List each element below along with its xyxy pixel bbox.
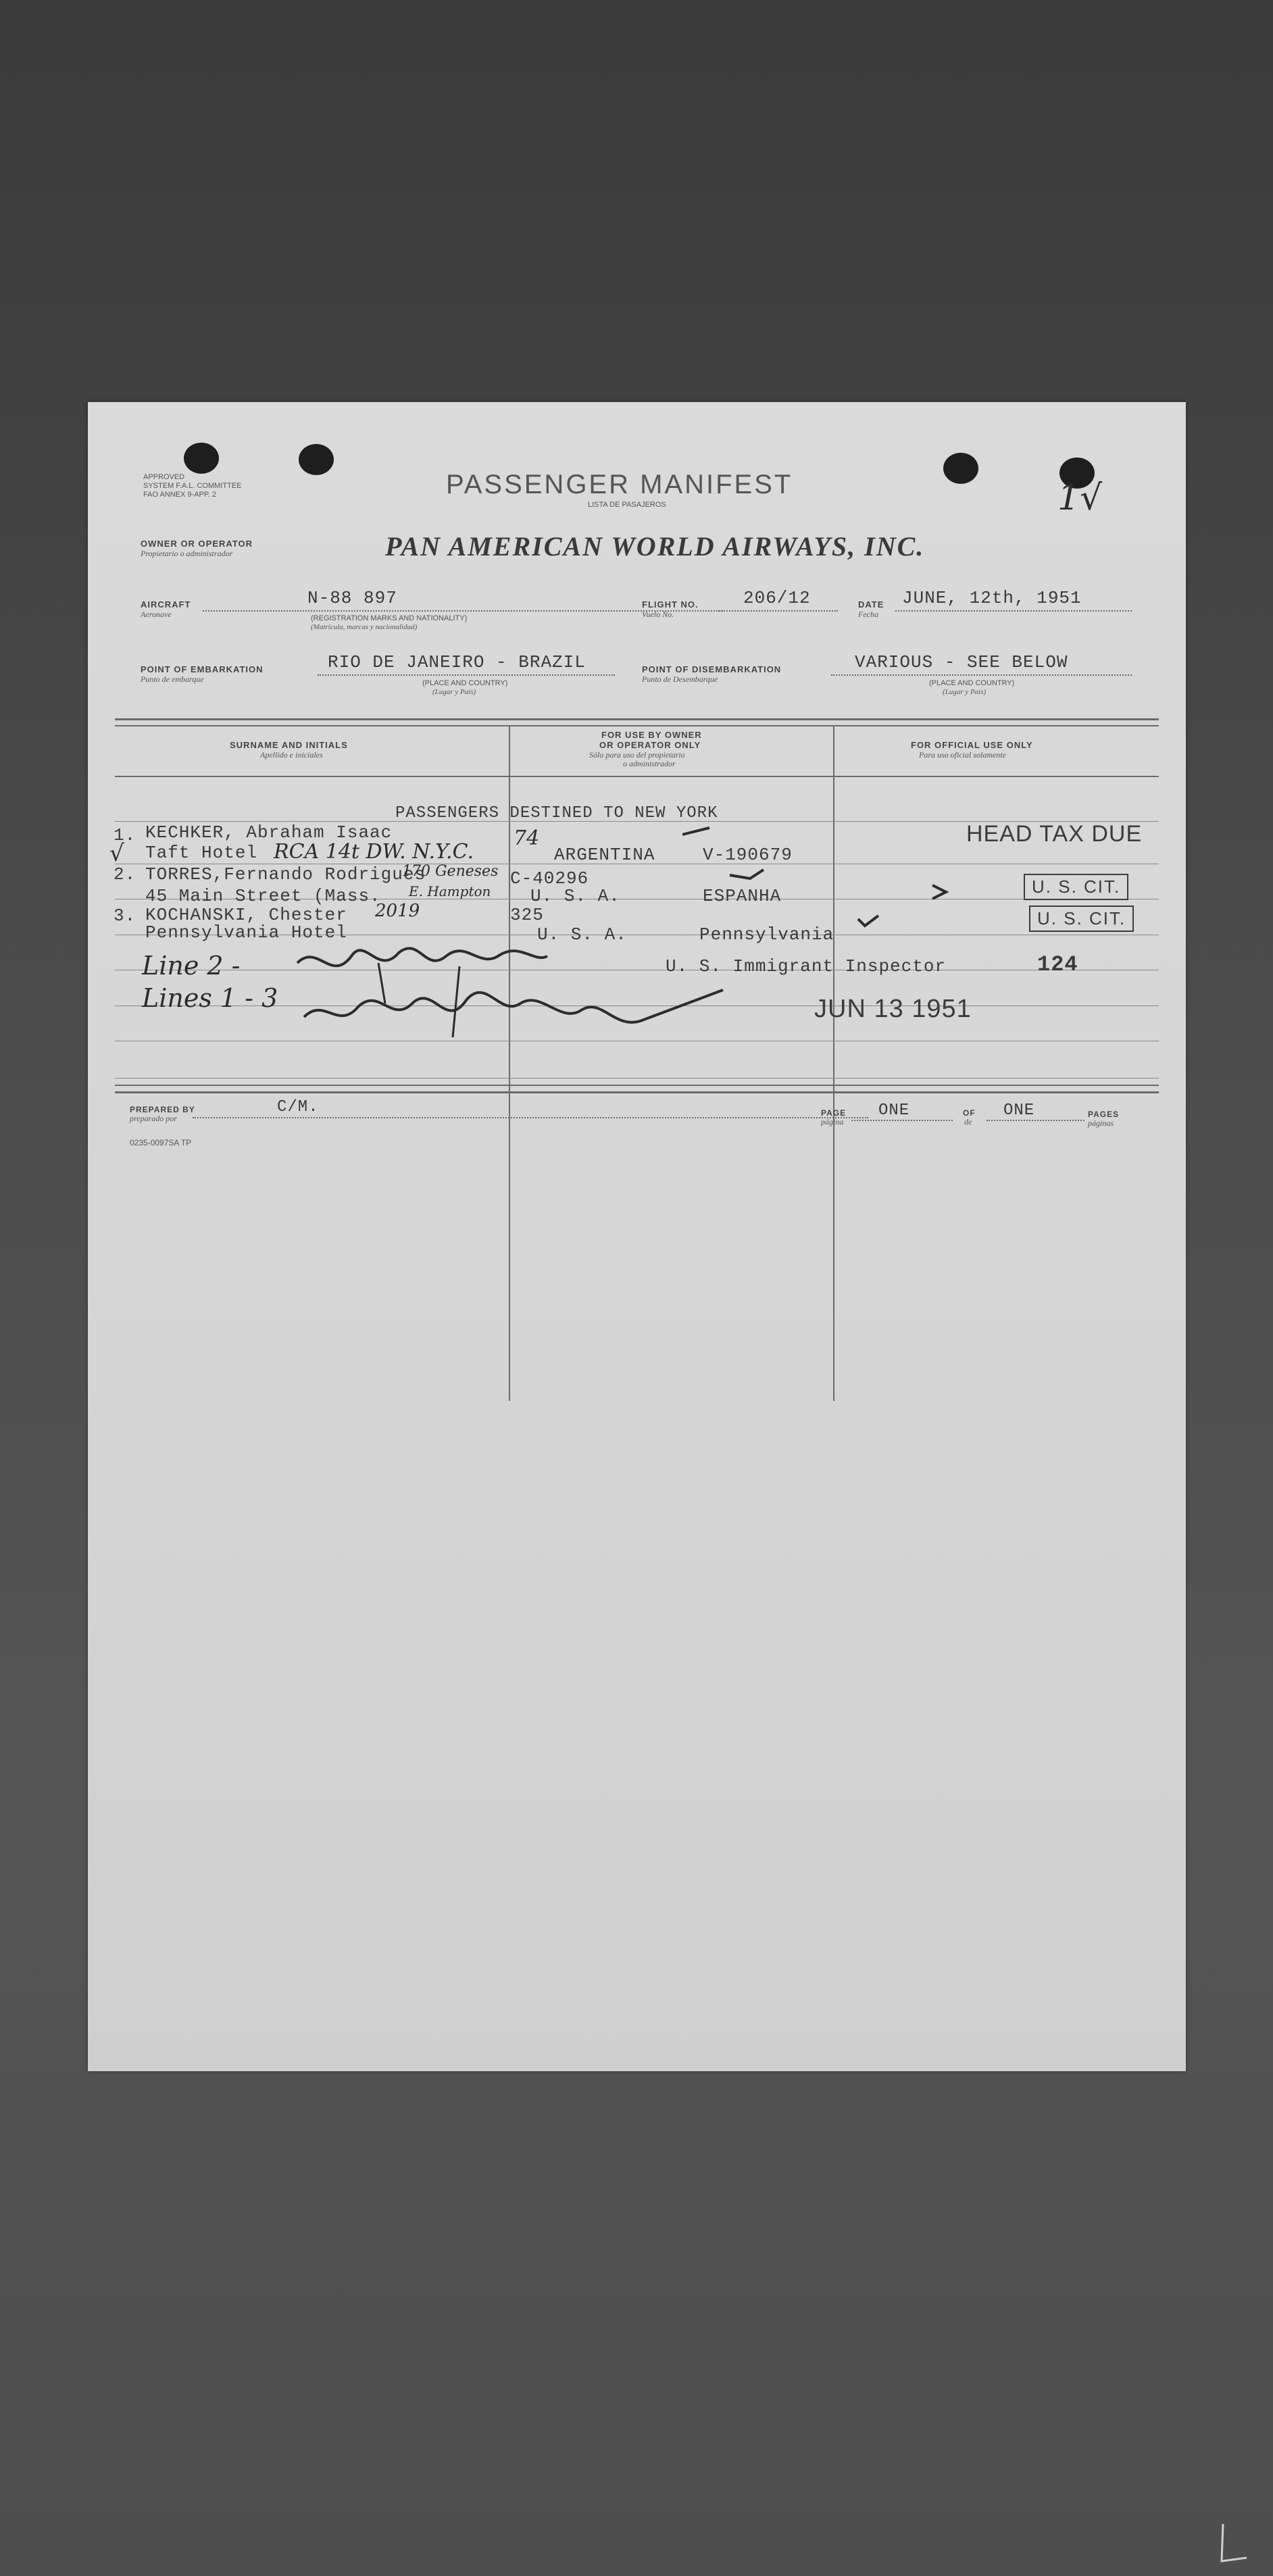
punch-hole [943,453,978,484]
approved-line: SYSTEM F.A.L. COMMITTEE [143,482,242,490]
date-label-sub: Fecha [858,610,878,619]
approved-line: APPROVED [143,473,185,481]
passenger-number: 2. [114,864,136,885]
col1-header: SURNAME AND INITIALS [230,740,348,750]
prepared-label-sub: preparado por [130,1114,177,1123]
col3-header-sub: Para uso oficial solamente [919,750,1006,760]
form-title-sub: LISTA DE PASAJEROS [588,501,666,509]
disembark-line [831,674,1132,676]
passenger-name: KOCHANSKI, Chester [145,905,347,925]
date-value: JUNE, 12th, 1951 [902,588,1082,608]
punch-hole [299,444,334,475]
passenger-citizenship: U. S. A. [530,886,620,906]
of-label: OF [963,1108,976,1118]
passenger-name: KECHKER, Abraham Isaac [145,822,393,843]
col1-header-sub: Apellido e iniciales [260,750,323,760]
passenger-name: TORRES,Fernando Rodrigues [145,864,426,885]
passenger-address: 45 Main Street (Mass. [145,886,381,906]
handwritten-note: Lines 1 - 3 [142,983,278,1013]
prepared-label: PREPARED BY [130,1105,195,1114]
page-value: ONE [878,1101,910,1120]
table-bottom-rule [115,1091,1159,1093]
disembark-note: (PLACE AND COUNTRY) [929,679,1015,687]
aircraft-label-sub: Aeronave [141,610,172,619]
check-mark: √ [109,840,124,867]
page-label-sub: página [821,1117,844,1126]
passenger-address: Taft Hotel [145,843,258,863]
aircraft-value: N-88 897 [307,588,397,608]
date-line [895,610,1132,612]
passenger-citizenship: U. S. A. [537,924,627,945]
inspector-title: U. S. Immigrant Inspector [666,956,947,976]
row-rule [115,776,1159,777]
us-cit-stamp: U. S. CIT. [1024,874,1128,900]
disembark-value: VARIOUS - SEE BELOW [855,652,1068,672]
punch-hole [184,443,219,474]
check-marks [682,821,993,936]
section-heading: PASSENGERS DESTINED TO NEW YORK [395,804,718,822]
embark-note: (PLACE AND COUNTRY) [422,679,508,687]
disembark-label-sub: Punto de Desembarque [642,674,718,684]
col3-header: FOR OFFICIAL USE ONLY [911,740,1033,750]
passenger-state: Pennsylvania [699,924,834,945]
flight-label: FLIGHT NO. [642,599,699,610]
flight-label-sub: Vuelo No. [642,610,674,619]
embark-label-sub: Punto de embarque [141,674,204,684]
table-bottom-rule [115,1085,1159,1086]
passenger-visa: V-190679 [703,845,793,865]
passenger-country: ESPANHA [703,886,782,906]
page-label: PAGE [821,1108,847,1118]
flight-line [716,610,838,612]
row-rule [115,1078,1159,1079]
col2-header-line: FOR USE BY OWNER [601,730,702,740]
table-top-rule [115,718,1159,720]
aircraft-note-sub: (Matrícula, marcas y nacionalidad) [311,623,418,631]
form-title: PASSENGER MANIFEST [446,470,793,499]
passenger-address-handwritten: RCA 14t DW. N.Y.C. [274,840,474,864]
handwritten-note: Line 2 - [142,951,241,981]
pages-label: PAGES [1088,1110,1120,1119]
passenger-nationality: ARGENTINA [554,845,655,865]
embark-value: RIO DE JANEIRO - BRAZIL [328,652,586,672]
corner-check-mark: 1√ [1057,478,1103,518]
date-stamp: JUN 13 1951 [814,995,972,1023]
pages-label-sub: páginas [1088,1118,1114,1128]
col2-header-line: OR OPERATOR ONLY [599,740,701,750]
disembark-note-sub: (Lugar y País) [943,688,987,696]
aircraft-label: AIRCRAFT [141,599,191,610]
passenger-name-handwritten: 170 Geneses [402,863,499,880]
head-tax-stamp: HEAD TAX DUE [966,821,1143,847]
inspector-signature [291,936,818,1058]
embark-line [318,674,615,676]
of-value: ONE [1003,1101,1035,1120]
aircraft-note: (REGISTRATION MARKS AND NATIONALITY) [311,614,468,622]
column-divider [509,725,510,1401]
us-cit-stamp: U. S. CIT. [1029,906,1134,932]
corner-mark [1216,2521,1257,2568]
page-line [851,1120,953,1121]
approved-line: FAO ANNEX 9-APP. 2 [143,491,217,499]
of-line [987,1120,1084,1121]
date-label: DATE [858,599,884,610]
passenger-document: 325 [510,905,544,925]
inspector-number: 124 [1037,952,1078,977]
manifest-page [88,402,1186,2071]
owner-value: PAN AMERICAN WORLD AIRWAYS, INC. [385,531,925,562]
disembark-label: POINT OF DISEMBARKATION [642,664,782,674]
passenger-number: 3. [114,906,136,926]
form-number: 0235-0097SA TP [130,1138,192,1147]
col2-header-sub-line: o administrador [623,759,676,768]
owner-label: OWNER OR OPERATOR [141,539,253,549]
of-label-sub: de [964,1117,972,1126]
embark-note-sub: (Lugar y País) [432,688,476,696]
passenger-name-handwritten: 2019 [375,901,420,921]
passenger-number: 1. [114,825,136,845]
owner-label-sub: Propietario o administrador [141,549,233,558]
table-top-rule [115,725,1159,726]
prepared-line [193,1117,868,1118]
prepared-value: C/M. [277,1098,319,1116]
passenger-address: Pennsylvania Hotel [145,922,347,943]
col2-header-sub-line: Sólo para uso del propietario [589,750,685,760]
passenger-document: C-40296 [510,868,589,889]
flight-value: 206/12 [743,588,811,608]
passenger-handwritten-number: 74 [514,826,540,850]
passenger-address-handwritten: E. Hampton [409,883,491,899]
embark-label: POINT OF EMBARKATION [141,664,264,674]
